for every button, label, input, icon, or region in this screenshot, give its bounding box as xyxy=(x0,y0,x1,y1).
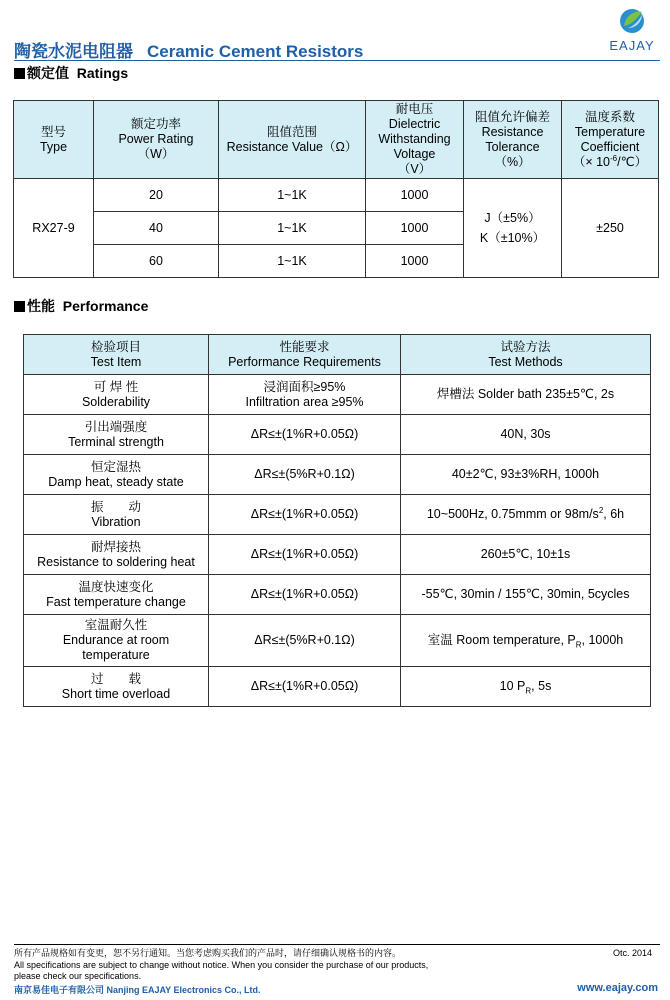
logo-text: EAJAY xyxy=(609,38,655,53)
header-divider xyxy=(14,60,660,61)
performance-header-row xyxy=(24,335,651,375)
tempco-cell: ±250 xyxy=(562,179,659,278)
header-voltage: 耐电压 Dielectric Withstanding Voltage （V） xyxy=(366,101,464,179)
method-cell: -55℃, 30min / 155℃, 30min, 5cycles xyxy=(401,575,651,615)
table-row xyxy=(14,179,659,212)
requirement-cell: 浸润面积≥95% Infiltration area ≥95% xyxy=(209,375,401,415)
footer-date: Otc. 2014 xyxy=(612,948,652,958)
page-title xyxy=(14,37,363,62)
footer-divider xyxy=(14,944,660,945)
test-item-cell: 温度快速变化 Fast temperature change xyxy=(24,575,209,615)
footer-website-link[interactable]: www.eajay.com xyxy=(577,982,658,994)
header-power: 额定功率 Power Rating （W） xyxy=(94,101,219,179)
header-resistance: 阻值范围 Resistance Value（Ω） xyxy=(219,101,366,179)
test-item-cell: 引出端强度 Terminal strength xyxy=(24,415,209,455)
table-row xyxy=(24,415,651,455)
tolerance-cell: J（±5%） K（±10%） xyxy=(464,179,562,278)
square-bullet-icon xyxy=(14,301,25,312)
test-item-cell: 恒定湿热 Damp heat, steady state xyxy=(24,455,209,495)
voltage-cell: 1000 xyxy=(366,179,464,212)
table-row xyxy=(24,455,651,495)
header-test-item: 检验项目 Test Item xyxy=(24,335,209,375)
requirement-cell: ΔR≤±(5%R+0.1Ω) xyxy=(209,615,401,667)
power-cell: 20 xyxy=(94,179,219,212)
table-row xyxy=(24,535,651,575)
performance-table xyxy=(23,334,651,707)
method-cell: 260±5℃, 10±1s xyxy=(401,535,651,575)
requirement-cell: ΔR≤±(1%R+0.05Ω) xyxy=(209,495,401,535)
leaf-logo-icon xyxy=(604,6,660,40)
ratings-heading: 额定值 Ratings xyxy=(14,63,128,83)
table-row xyxy=(24,375,651,415)
ratings-header-row xyxy=(14,101,659,179)
method-cell: 焊槽法 Solder bath 235±5℃, 2s xyxy=(401,375,651,415)
table-row xyxy=(24,575,651,615)
eajay-logo xyxy=(604,6,660,56)
test-item-cell: 室温耐久性 Endurance at room temperature xyxy=(24,615,209,667)
table-row xyxy=(24,615,651,667)
power-cell: 60 xyxy=(94,245,219,278)
footer-notice-en-2: please check our specifications. xyxy=(14,971,142,981)
test-item-cell: 过 载 Short time overload xyxy=(24,667,209,707)
power-cell: 40 xyxy=(94,212,219,245)
resistance-cell: 1~1K xyxy=(219,245,366,278)
voltage-cell: 1000 xyxy=(366,245,464,278)
test-item-cell: 耐焊接热 Resistance to soldering heat xyxy=(24,535,209,575)
method-cell: 40±2℃, 93±3%RH, 1000h xyxy=(401,455,651,495)
resistance-cell: 1~1K xyxy=(219,179,366,212)
performance-heading: 性能 Performance xyxy=(14,296,148,316)
requirement-cell: ΔR≤±(1%R+0.05Ω) xyxy=(209,415,401,455)
footer-company: 南京易佳电子有限公司 Nanjing EAJAY Electronics Co., Ltd. xyxy=(14,985,261,995)
test-item-cell: 可 焊 性 Solderability xyxy=(24,375,209,415)
type-cell: RX27-9 xyxy=(14,179,94,278)
title-en: Ceramic Cement Resistors xyxy=(147,42,364,61)
requirement-cell: ΔR≤±(1%R+0.05Ω) xyxy=(209,535,401,575)
header-tempco: 温度系数 Temperature Coefficient （× $10^{-6}/℃$） xyxy=(562,101,659,179)
resistance-cell: 1~1K xyxy=(219,212,366,245)
method-cell: 10 $P_R$, 5s xyxy=(401,667,651,707)
table-row xyxy=(24,667,651,707)
header-requirements: 性能要求 Performance Requirements xyxy=(209,335,401,375)
test-item-cell: 振 动 Vibration xyxy=(24,495,209,535)
ratings-table xyxy=(13,100,659,278)
method-cell: 室温 Room temperature, $P_R$, 1000h xyxy=(401,615,651,667)
footer-notice-zh: 所有产品规格如有变更，恕不另行通知。当您考虑购买我们的产品时，请仔细确认规格书的内容。 xyxy=(14,948,402,958)
header-tolerance: 阻值允许偏差 Resistance Tolerance （%） xyxy=(464,101,562,179)
header-type: 型号 Type xyxy=(14,101,94,179)
title-zh: 陶瓷水泥电阻器 xyxy=(14,42,133,61)
footer-notice-en-1: All specifications are subject to change without notice. When you consider the purchase of our products, xyxy=(14,960,429,970)
requirement-cell: ΔR≤±(1%R+0.05Ω) xyxy=(209,667,401,707)
requirement-cell: ΔR≤±(1%R+0.05Ω) xyxy=(209,575,401,615)
header-methods: 试验方法 Test Methods xyxy=(401,335,651,375)
requirement-cell: ΔR≤±(5%R+0.1Ω) xyxy=(209,455,401,495)
method-cell: 10~500Hz, 0.75mmm or $98m/s^2$, 6h xyxy=(401,495,651,535)
voltage-cell: 1000 xyxy=(366,212,464,245)
table-row xyxy=(24,495,651,535)
square-bullet-icon xyxy=(14,68,25,79)
method-cell: 40N, 30s xyxy=(401,415,651,455)
